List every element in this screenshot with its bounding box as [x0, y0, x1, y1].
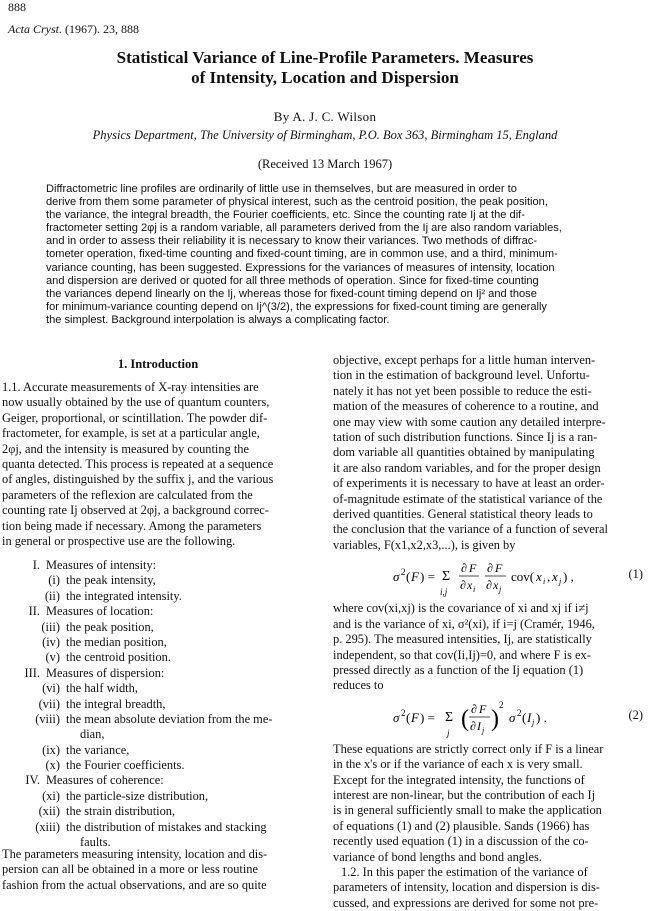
list-text: the Fourier coefficients. — [66, 758, 185, 773]
list-item — [2, 820, 314, 835]
abstract-line: fractometer setting 2φj is a random variable, all parameters derived from the Ij are also random variables, — [46, 222, 562, 235]
list-item — [2, 712, 314, 727]
text-line: of-magnitude estimate of the statistical variance of the — [333, 491, 603, 506]
citation-details: (1967). 23, 888 — [62, 22, 139, 36]
abstract-line: for minimum-variance counting depend on Ij^(3/2), the expressions for fixed-count timing are generally — [46, 300, 547, 313]
svg-text:i: i — [473, 585, 476, 595]
svg-text:(: ( — [406, 709, 411, 725]
list-text: Measures of intensity: — [46, 558, 157, 572]
text-line: parameters of intensity, location and dispersion is dis- — [333, 880, 600, 895]
svg-text:2: 2 — [499, 699, 504, 710]
text-line: derived quantities. General statistical theory leads to — [333, 507, 593, 522]
svg-text:I: I — [527, 709, 532, 725]
abstract-line: tometer operation, fixed-time counting and fixed-count timing, are in common use, and a third, minimum- — [46, 248, 558, 261]
svg-text:x: x — [536, 569, 542, 585]
text-line: in general or prospective use are the following. — [2, 534, 236, 549]
list-text: faults. — [80, 835, 111, 850]
abstract-line: the variance, the integral breadth, the Fourier coefficients, etc. Since the counting rate Ij at the dif- — [46, 209, 525, 222]
svg-text:(: ( — [461, 705, 469, 732]
list-number: III. — [24, 665, 40, 680]
text-line: variance of bond lengths and bond angles. — [333, 849, 542, 864]
text-line: pressed directly as a function of the Ij equation (1) — [333, 662, 584, 677]
svg-text:i: i — [543, 577, 546, 587]
text-line: 2φj, and the intensity is measured by counting the — [2, 441, 250, 456]
list-number: (xii) — [38, 804, 60, 819]
text-line: p. 295). The measured intensities, Ij, are statistically — [333, 632, 592, 647]
svg-text:I: I — [477, 718, 481, 733]
svg-text:F: F — [411, 569, 419, 585]
text-line: independent, so that cov(Ii,Ij)=0, and where F is ex- — [333, 647, 591, 662]
svg-text:(: ( — [406, 569, 411, 585]
svg-text:): ) — [491, 705, 499, 732]
text-line: fashion from the actual observations, and are so quite — [2, 877, 267, 892]
svg-text:∂: ∂ — [487, 561, 493, 576]
text-line: tation of such distribution functions. Since Ij is a ran- — [333, 430, 598, 445]
list-item — [2, 604, 314, 619]
text-line: tion being made if necessary. Among the parameters — [2, 518, 262, 533]
svg-text:2: 2 — [517, 707, 522, 718]
text-line: fractometer, for example, is set at a particular angle, — [2, 426, 260, 441]
text-line: The parameters measuring intensity, location and dis- — [2, 847, 268, 861]
abstract-line: Diffractometric line profiles are ordinarily of little use in themselves, but are measured in order to — [46, 183, 517, 195]
list-item — [2, 573, 314, 588]
text-line: dom variable all quantities obtained by manipulating — [333, 445, 595, 460]
text-line: recently used equation (1) in a discussion of the co- — [333, 834, 589, 849]
svg-text:σ: σ — [509, 709, 516, 725]
svg-text:x: x — [467, 578, 473, 593]
list-text: the peak position, — [66, 619, 154, 634]
list-text: the distribution of mistakes and stacking — [66, 819, 267, 834]
list-number: (viii) — [35, 711, 60, 726]
text-line: it are also random variables, and for the proper design — [333, 460, 601, 475]
svg-text:σ: σ — [393, 709, 400, 725]
text-line: in the x's or if the variance of each x is very small. — [333, 757, 583, 772]
abstract-line: the simplest. Background interpolation is always a complicating factor. — [46, 313, 390, 326]
title-line: Statistical Variance of Line-Profile Parameters. Measures — [116, 48, 534, 67]
list-number: (iv) — [42, 634, 60, 649]
text-line: parameters of the reflexion are calculated from the — [2, 487, 253, 502]
equation-2-formula — [333, 694, 623, 742]
text-line: reduces to — [333, 678, 384, 693]
svg-text:j: j — [482, 725, 485, 735]
svg-text:F: F — [479, 701, 487, 716]
list-item — [2, 650, 314, 665]
text-line: quanta detected. This process is repeated at a sequence — [2, 457, 274, 472]
text-line: variables, F(x1,x2,x3,...), is given by — [333, 537, 516, 552]
svg-text:Σ: Σ — [445, 709, 454, 725]
page-number: 888 — [8, 0, 26, 14]
title-line: of Intensity, Location and Dispersion — [191, 68, 459, 87]
author-line: By A. J. C. Wilson — [273, 109, 377, 124]
svg-text:2: 2 — [401, 707, 406, 718]
text-line: of experiments it is necessary to have at least an order- — [333, 476, 605, 491]
affiliation: Physics Department, The University of Birmingham, P.O. Box 363, Birmingham 15, England — [92, 128, 558, 142]
list-number: (ix) — [42, 742, 60, 757]
list-text: the peak intensity, — [66, 573, 156, 588]
equation-1 — [333, 553, 647, 601]
list-text: Measures of location: — [46, 604, 154, 619]
text-line: one may view with some caution any detailed interpre- — [333, 414, 606, 429]
list-number: (x) — [45, 758, 60, 773]
svg-text:x: x — [493, 578, 499, 593]
section-heading: 1. Introduction — [117, 357, 199, 371]
text-line: tion in the estimation of background level. Unfortu- — [333, 368, 590, 383]
list-number: (i) — [48, 573, 60, 588]
list-number: (vii) — [38, 696, 60, 711]
list-number: (vi) — [42, 681, 60, 696]
list-text: the particle-size distribution, — [66, 788, 209, 803]
received-date: (Received 13 March 1967) — [257, 157, 393, 171]
list-text: the mean absolute deviation from the me- — [66, 711, 273, 726]
text-line: 1.1. Accurate measurements of X-ray intensities are — [2, 380, 259, 394]
journal-citation — [8, 22, 139, 37]
list-number: (iii) — [41, 619, 60, 634]
text-line: nately it has not yet been possible to reduce the esti- — [333, 383, 592, 398]
svg-text:j: j — [559, 577, 562, 587]
list-text: the integral breadth, — [66, 696, 166, 711]
abstract-line: variance counting, has been suggested. Expressions for the variances of measures of intensity, location — [46, 261, 555, 274]
svg-text:j: j — [532, 717, 535, 727]
equation-number: (2) — [628, 707, 643, 722]
list-item — [2, 681, 314, 696]
svg-text:σ: σ — [393, 569, 400, 585]
journal-name: Acta Cryst. — [8, 22, 62, 36]
list-item — [2, 758, 314, 773]
svg-text:,: , — [547, 569, 551, 585]
list-item — [2, 635, 314, 650]
svg-text:∂: ∂ — [470, 718, 476, 733]
text-line: cussed, and expressions are derived for some not pre- — [333, 895, 599, 910]
text-line: and is the variance of xi, σ²(xi), if i=j (Cramér, 1946, — [333, 616, 595, 631]
list-text: the centroid position. — [66, 650, 171, 665]
svg-text:j: j — [499, 585, 502, 595]
list-item — [2, 743, 314, 758]
list-item — [2, 620, 314, 635]
list-item — [2, 804, 314, 819]
text-line: now usually obtained by the use of quantum counters, — [2, 395, 270, 410]
list-text: the median position, — [66, 634, 167, 649]
list-item — [2, 666, 314, 681]
list-text: Measures of coherence: — [46, 773, 164, 788]
text-line: These equations are strictly correct only if F is a linear — [333, 741, 604, 756]
list-text: the variance, — [66, 742, 130, 757]
text-line: objective, except perhaps for a little human interven- — [333, 353, 596, 367]
svg-text:2: 2 — [401, 567, 406, 578]
text-line: of equations (1) and (2) plausible. Sands (1966) has — [333, 818, 590, 833]
list-item — [2, 589, 314, 604]
list-item — [2, 727, 314, 742]
equation-1-formula — [333, 553, 623, 601]
text-line: interest are non-linear, but the contribution of each Ij — [333, 787, 596, 802]
svg-text:) =: ) = — [420, 709, 435, 725]
right-column — [333, 353, 647, 911]
svg-text:) ,: ) , — [563, 569, 574, 585]
text-line: of angles, distinguished by the suffix j, and the various — [2, 472, 274, 487]
svg-text:∂: ∂ — [460, 578, 466, 593]
list-number: (v) — [45, 650, 60, 665]
text-line: 1.2. In this paper the estimation of the variance of — [341, 864, 588, 879]
paper-title — [60, 48, 590, 88]
svg-text:∂: ∂ — [486, 578, 492, 593]
abstract-line: and in order to assess their reliability it is necessary to know their variances. Two methods of diffrac- — [46, 235, 538, 248]
svg-text:x: x — [552, 569, 558, 585]
svg-text:(: ( — [522, 709, 527, 725]
text-line: mation of the measures of coherence to a routine, and — [333, 399, 599, 414]
list-number: (ii) — [44, 588, 60, 603]
abstract-line: and dispersion are derived or quoted for all three methods of operation. Since for fixed-time counting — [46, 274, 539, 287]
svg-text:i,j: i,j — [440, 587, 448, 598]
list-item — [2, 773, 314, 788]
list-number: (xi) — [42, 788, 60, 803]
text-line: counting rate Ij observed at 2φj, a background correc- — [2, 503, 269, 518]
list-text: dian, — [80, 727, 105, 742]
text-line: Except for the integrated intensity, the functions of — [333, 772, 585, 787]
list-text: the strain distribution, — [66, 804, 176, 819]
equation-number: (1) — [628, 567, 643, 582]
intro-paragraph — [2, 847, 314, 893]
list-number: I. — [32, 558, 40, 572]
list-number: (xiii) — [35, 819, 60, 834]
svg-text:Σ: Σ — [442, 569, 451, 585]
list-item — [2, 789, 314, 804]
svg-text:F: F — [411, 709, 419, 725]
svg-text:j: j — [447, 727, 450, 738]
svg-text:cov(: cov( — [511, 569, 535, 585]
parameter-list — [2, 558, 314, 850]
list-text: the half width, — [66, 681, 138, 696]
text-line: Geiger, proportional, or scintillation. The powder dif- — [2, 410, 268, 425]
intro-paragraph — [2, 380, 314, 549]
abstract-line: the variances depend linearly on the Ij, whereas those for fixed-count timing depend on Ij² and those — [46, 287, 537, 300]
list-number: II. — [28, 604, 40, 619]
svg-text:∂: ∂ — [471, 701, 477, 716]
text-line: the conclusion that the variance of a function of several — [333, 522, 608, 537]
list-item — [2, 697, 314, 712]
list-text: the integrated intensity. — [66, 588, 182, 603]
abstract-line: derive from them some parameter of physical interest, such as the centroid position, the peak position, — [46, 196, 548, 209]
svg-text:F: F — [495, 561, 503, 576]
svg-text:) .: ) . — [536, 709, 547, 725]
list-text: Measures of dispersion: — [46, 665, 165, 680]
text-line: persion can all be obtained in a more or less routine — [2, 862, 258, 877]
text-line: where cov(xi,xj) is the covariance of xi and xj if i≠j — [333, 601, 589, 616]
list-item — [2, 558, 314, 573]
equation-2 — [333, 694, 647, 742]
svg-text:∂: ∂ — [461, 561, 467, 576]
abstract — [46, 183, 602, 327]
list-number: IV. — [25, 773, 40, 788]
svg-text:) =: ) = — [420, 569, 435, 585]
svg-text:F: F — [469, 561, 477, 576]
text-line: is in general sufficiently small to make the application — [333, 803, 602, 818]
